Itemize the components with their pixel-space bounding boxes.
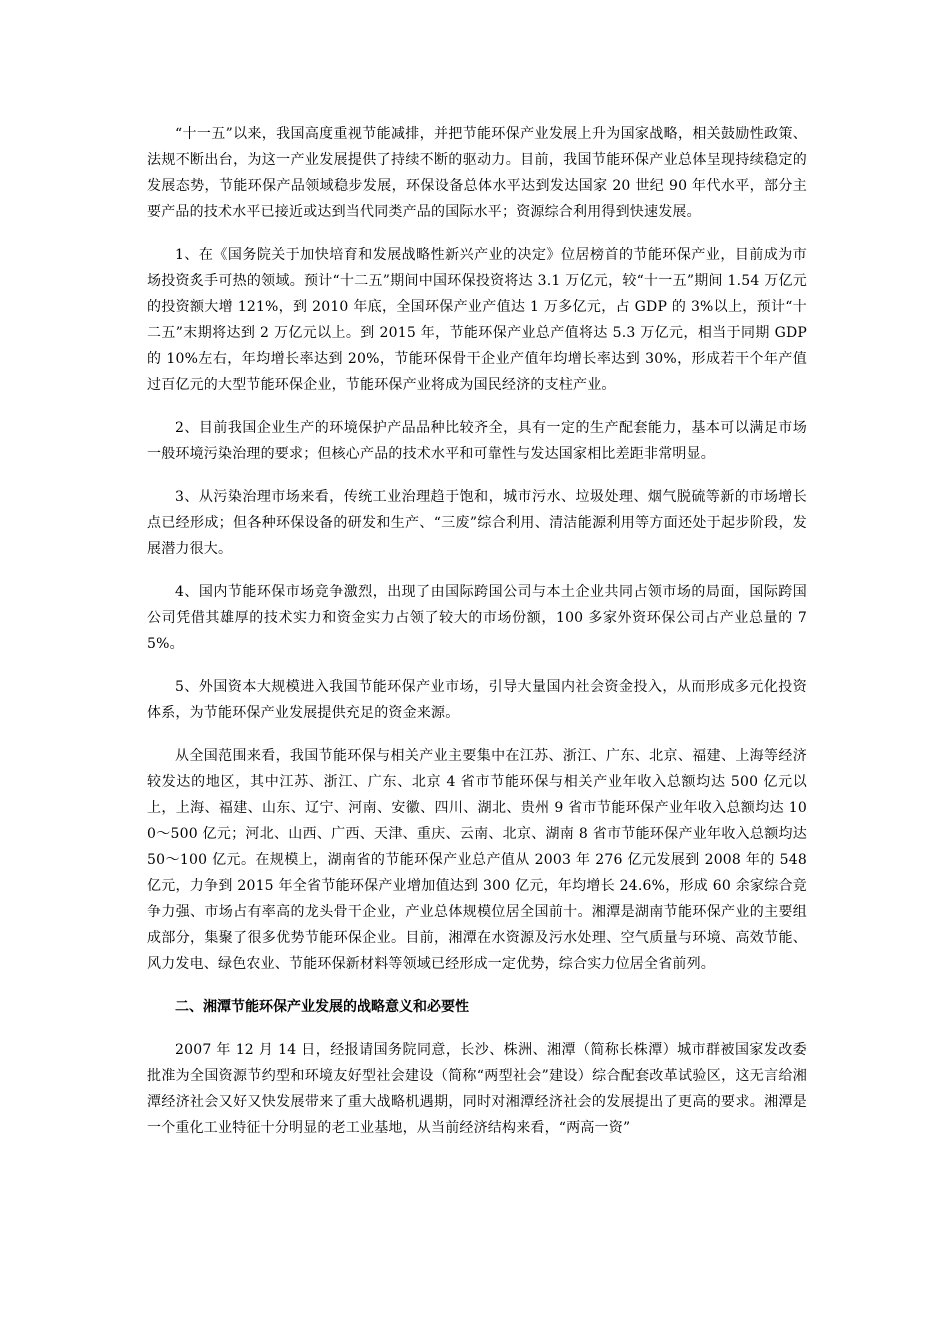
point-4-paragraph: 4、国内节能环保市场竞争激烈，出现了由国际跨国公司与本土企业共同占领市场的局面，国际跨国公司凭借其雄厚的技术实力和资金实力占领了较大的市场份额，100 多家外资环保公司占产业总量的 75%。	[147, 584, 807, 652]
point-2-paragraph: 2、目前我国企业生产的环境保护产品品种比较齐全，具有一定的生产配套能力，基本可以满足市场一般环境污染治理的要求；但核心产品的技术水平和可靠性与发达国家相比差距非常明显。	[147, 420, 807, 462]
point-3-paragraph: 3、从污染治理市场来看，传统工业治理趋于饱和，城市污水、垃圾处理、烟气脱硫等新的市场增长点已经形成；但各种环保设备的研发和生产、“三废”综合利用、清洁能源利用等方面还处于起步阶段，发展潜力很大。	[147, 489, 807, 557]
section-heading: 二、湘潭节能环保产业发展的战略意义和必要性	[175, 999, 469, 1015]
intro-paragraph: “十一五”以来，我国高度重视节能减排，并把节能环保产业发展上升为国家战略，相关鼓励性政策、法规不断出台，为这一产业发展提供了持续不断的驱动力。目前，我国节能环保产业总体呈现持续稳定的发展态势，节能环保产品领域稳步发展，环保设备总体水平达到发达国家 20 世纪 90 年代水平，部分主要产品的技术水平已接近或达到当代同类产品的国际水平；资源综合利用得到快速发展。	[147, 126, 807, 220]
point-1-paragraph: 1、在《国务院关于加快培育和发展战略性新兴产业的决定》位居榜首的节能环保产业，目前成为市场投资炙手可热的领域。预计“十二五”期间中国环保投资将达 3.1 万亿元，较“十一五”期间 1.54 万亿元的投资额大增 121%，到 2010 年底，全国环保产业产值达 1 万多亿元，占 GDP 的 3%以上，预计“十二五”末期将达到 2 万亿元以上。到 2015 年，节能环保产业总产值将达 5.3 万亿元，相当于同期 GDP 的 10%左右，年均增长率达到 20%，节能环保骨干企业产值年均增长率达到 30%，形成若干个年产值过百亿元的大型节能环保企业，节能环保产业将成为国民经济的支柱产业。	[147, 247, 807, 393]
document-body	[147, 121, 807, 1158]
point-5-paragraph: 5、外国资本大规模进入我国节能环保产业市场，引导大量国内社会资金投入，从而形成多元化投资体系，为节能环保产业发展提供充足的资金来源。	[147, 679, 807, 721]
national-overview-paragraph: 从全国范围来看，我国节能环保与相关产业主要集中在江苏、浙江、广东、北京、福建、上海等经济较发达的地区，其中江苏、浙江、广东、北京 4 省市节能环保与相关产业年收入总额均达 500 亿元以上，上海、福建、山东、辽宁、河南、安徽、四川、湖北、贵州 9 省市节能环保产业年收入总额均达 100～500 亿元；河北、山西、广西、天津、重庆、云南、北京、湖南 8 省市节能环保产业年收入总额均达 50～100 亿元。在规模上，湖南省的节能环保产业总产值从 2003 年 276 亿元发展到 2008 年的 548 亿元，力争到 2015 年全省节能环保产业增加值达到 300 亿元，年均增长 24.6%，形成 60 余家综合竞争力强、市场占有率高的龙头骨干企业，产业总体规模位居全国前十。湘潭是湖南节能环保产业的主要组成部分，集聚了很多优势节能环保企业。目前，湘潭在水资源及污水处理、空气质量与环境、高效节能、风力发电、绿色农业、节能环保新材料等领域已经形成一定优势，综合实力位居全省前列。	[147, 748, 807, 972]
section-2-paragraph: 2007 年 12 月 14 日，经报请国务院同意，长沙、株洲、湘潭（简称长株潭）城市群被国家发改委批准为全国资源节约型和环境友好型社会建设（简称“两型社会”建设）综合配套改革试验区，这无言给湘潭经济社会又好又快发展带来了重大战略机遇期，同时对湘潭经济社会的发展提出了更高的要求。湘潭是一个重化工业特征十分明显的老工业基地，从当前经济结构来看，“两高一资”	[147, 1042, 807, 1136]
